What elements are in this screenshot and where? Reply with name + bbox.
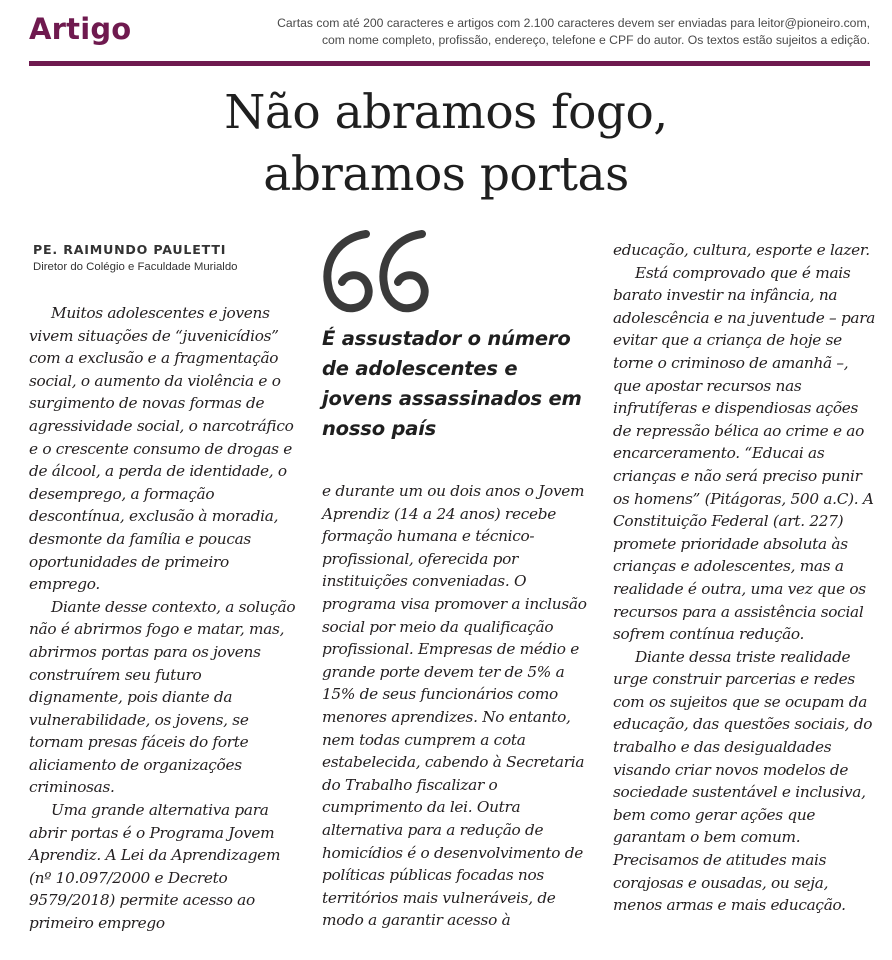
article-column-3: [613, 239, 877, 917]
article-column-1: [29, 302, 297, 935]
paragraph: Está comprovado que é mais barato investir na infância, na adolescência e na juventude – para evitar que a criança de hoje se torne o criminoso de amanhã –, que apostar recursos nas infrutíferas e dispendiosas ações de repressão bélica ao crime e ao encarceramento. “Educai as crianças e não será preciso punir os homens” (Pitágoras, 500 a.C). A Constituição Federal (art. 227) promete prioridade absoluta às crianças e adolescentes, mas a realidade é outra, uma vez que os recursos para a assistência social sofrem contínua redução.: [613, 263, 876, 644]
paragraph: Diante dessa triste realidade urge construir parcerias e redes com os sujeitos que se ocupam da educação, das questões sociais, do trabalho e das desigualdades visando criar novos modelos de sociedade sustentável e inclusiva, bem como gerar ações que garantam o bem comum. Precisamos de atitudes mais corajosas e ousadas, ou seja, menos armas e mais educação.: [613, 647, 873, 915]
paragraph: Muitos adolescentes e jovens vivem situações de “juvenicídios” com a exclusão e a fragmentação social, o aumento da violência e o surgimento de novas formas de agressividade social, o narcotráfico e o crescente consumo de drogas e de álcool, a perda de identidade, o desemprego, a formação descontínua, exclusão à moradia, desmonte da família e poucas oportunidades de primeiro emprego.: [29, 304, 294, 594]
section-label: Artigo: [29, 12, 132, 46]
article-column-2: [322, 480, 592, 932]
pull-quote: É assustador o número de adolescentes e jovens assassinados em nosso país: [322, 327, 582, 440]
submission-note-line: Cartas com até 200 caracteres e artigos com 2.100 caracteres devem ser enviadas para leitor@pioneiro.com,: [277, 16, 870, 30]
author-name: PE. RAIMUNDO PAULETTI: [33, 242, 227, 257]
headline-line: abramos portas: [263, 147, 629, 202]
paragraph: e durante um ou dois anos o Jovem Aprendiz (14 a 24 anos) recebe formação humana e técnico-profissional, oferecida por instituições conveniadas. O programa visa promover a inclusão social por meio da qualificação profissional. Empresas de médio e grande porte devem ter de 5% a 15% de seus funcionários como menores aprendizes. No entanto, nem todas cumprem a cota estabelecida, cabendo à Secretaria do Trabalho fiscalizar o cumprimento da lei. Outra alternativa para a redução de homicídios é o desenvolvimento de políticas públicas focadas nos territórios mais vulneráveis, de modo a garantir acesso à: [322, 482, 587, 930]
headline: [0, 82, 892, 206]
header-rule: [29, 61, 870, 66]
submission-note: [220, 15, 870, 49]
author-role: Diretor do Colégio e Faculdade Murialdo: [33, 261, 238, 273]
paragraph: Diante desse contexto, a solução não é abrirmos fogo e matar, mas, abrirmos portas para os jovens construírem seu futuro dignamente, pois diante da vulnerabilidade, os jovens, se tornam presas fáceis do forte aliciamento de organizações criminosas.: [29, 597, 296, 797]
headline-line: Não abramos fogo,: [224, 85, 668, 140]
paragraph: educação, cultura, esporte e lazer.: [613, 241, 870, 259]
submission-note-line: com nome completo, profissão, endereço, telefone e CPF do autor. Os textos estão sujeitos a edição.: [321, 33, 870, 47]
open-quote-icon: [318, 226, 438, 318]
paragraph: Uma grande alternativa para abrir portas é o Programa Jovem Aprendiz. A Lei da Aprendizagem (nº 10.097/2000 e Decreto 9579/2018) permite acesso ao primeiro emprego: [29, 801, 281, 933]
